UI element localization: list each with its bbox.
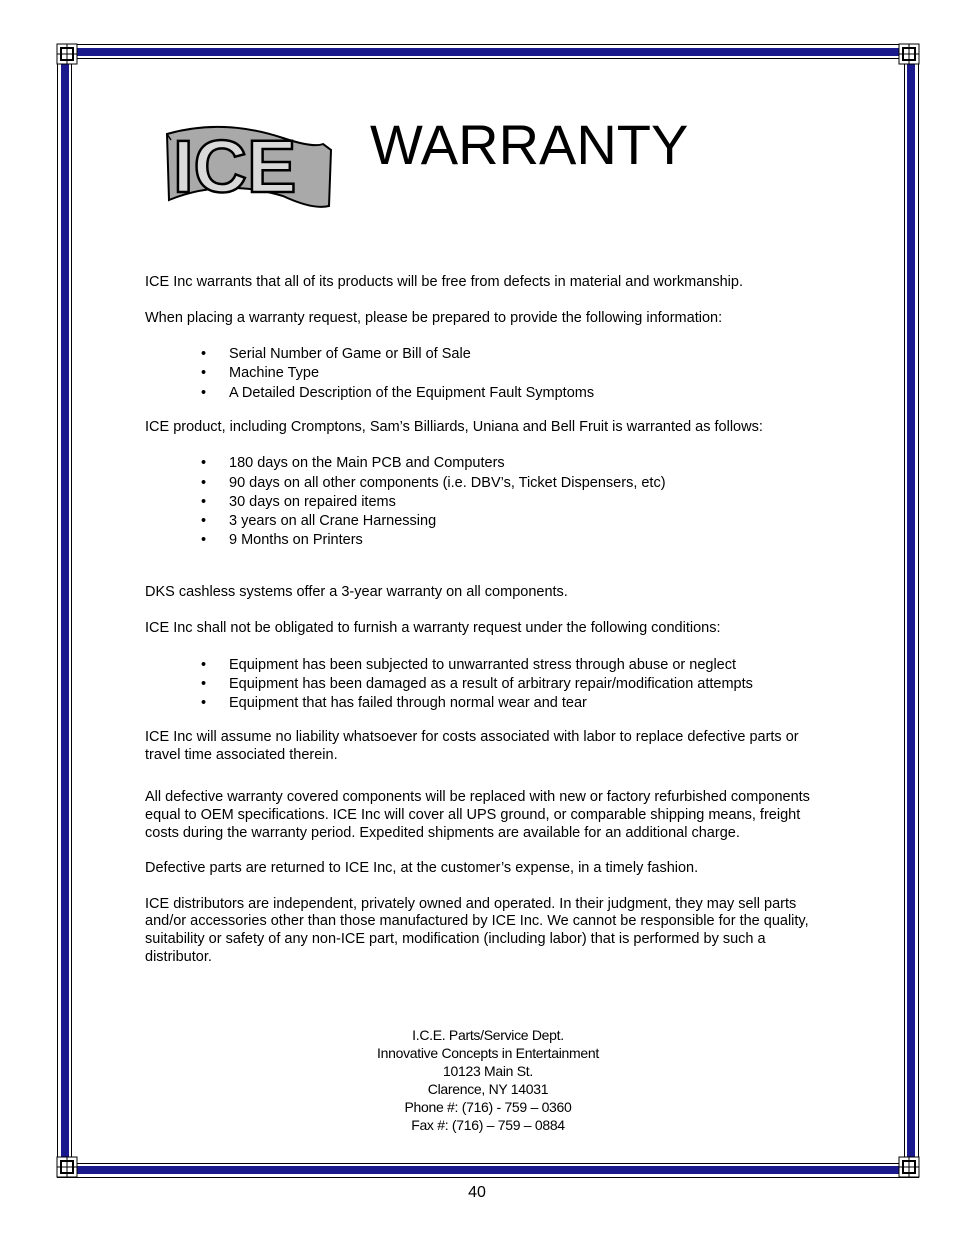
page-number: 40 — [468, 1184, 486, 1201]
frame-corner-ornament-top-left — [56, 43, 78, 65]
list-item: • 3 years on all Crane Harnessing — [145, 512, 875, 531]
intro-paragraph: ICE Inc warrants that all of its products will be free from defects in material and workmanship. — [145, 274, 743, 290]
distributors-paragraph — [145, 896, 875, 966]
liability-paragraph — [145, 729, 875, 764]
frame-corner-ornament-top-right — [898, 43, 920, 65]
address-company: Innovative Concepts in Entertainment — [377, 1045, 599, 1061]
paragraph-line: distributor. — [145, 948, 212, 965]
coverage-intro: ICE product, including Cromptons, Sam’s Billiards, Uniana and Bell Fruit is warranted as follows: — [145, 418, 763, 435]
list-item: • Serial Number of Game or Bill of Sale — [145, 345, 875, 364]
ice-logo-letters: ICE — [173, 125, 297, 208]
address-city: Clarence, NY 14031 — [427, 1081, 549, 1097]
list-item: • A Detailed Description of the Equipment Fault Symptoms — [145, 384, 875, 403]
ice-logo-icon — [163, 88, 335, 208]
paragraph-line: suitability or safety of any non-ICE part, modification (including labor) that is performed by such a — [145, 930, 766, 947]
list-item: • Equipment has been damaged as a result of arbitrary repair/modification attempts — [145, 675, 875, 694]
list-item: • Equipment has been subjected to unwarranted stress through abuse or neglect — [145, 656, 875, 675]
list-item: • 180 days on the Main PCB and Computers — [145, 454, 875, 473]
warranty-content — [145, 274, 875, 966]
paragraph-line: travel time associated therein. — [145, 746, 338, 763]
dks-paragraph: DKS cashless systems offer a 3-year warranty on all components. — [145, 584, 568, 601]
address-street: 10123 Main St. — [443, 1063, 533, 1079]
list-item: • 30 days on repaired items — [145, 493, 875, 512]
service-address-block — [288, 1026, 688, 1134]
address-dept: I.C.E. Parts/Service Dept. — [412, 1027, 564, 1043]
paragraph-line: equal to OEM specifications. ICE Inc will cover all UPS ground, or comparable shipping means, freight — [145, 806, 801, 823]
paragraph-line: costs during the warranty period. Expedited shipments are available for an additional charge. — [145, 824, 740, 841]
list-item: • Equipment that has failed through normal wear and tear — [145, 694, 875, 713]
list-item: • Machine Type — [145, 364, 875, 383]
paragraph-line: ICE Inc will assume no liability whatsoever for costs associated with labor to replace defective parts or — [145, 729, 799, 746]
list-item: • 9 Months on Printers — [145, 531, 875, 550]
paragraph-line: and/or accessories other than those manufactured by ICE Inc. We cannot be responsible for the quality, — [145, 913, 809, 930]
request-intro: When placing a warranty request, please be prepared to provide the following information: — [145, 309, 723, 326]
paragraph-line: ICE distributors are independent, privately owned and operated. In their judgment, they may sell parts — [145, 895, 797, 912]
ice-logo — [163, 88, 335, 208]
list-item: • 90 days on all other components (i.e. DBV’s, Ticket Dispensers, etc) — [145, 474, 875, 493]
request-info-list — [145, 345, 875, 403]
returns-paragraph: Defective parts are returned to ICE Inc, at the customer’s expense, in a timely fashion. — [145, 860, 699, 877]
replacement-paragraph — [145, 789, 875, 842]
paragraph-line: All defective warranty covered components will be replaced with new or factory refurbished components — [145, 789, 810, 806]
conditions-list — [145, 656, 875, 714]
frame-corner-ornament-bottom-left — [56, 1156, 78, 1178]
address-fax: Fax #: (716) – 759 – 0884 — [411, 1117, 565, 1133]
frame-corner-ornament-bottom-right — [898, 1156, 920, 1178]
page-title: WARRANTY — [370, 113, 689, 176]
coverage-list — [145, 454, 875, 550]
address-phone: Phone #: (716) - 759 – 0360 — [404, 1099, 572, 1115]
conditions-intro: ICE Inc shall not be obligated to furnish a warranty request under the following conditions: — [145, 620, 721, 636]
